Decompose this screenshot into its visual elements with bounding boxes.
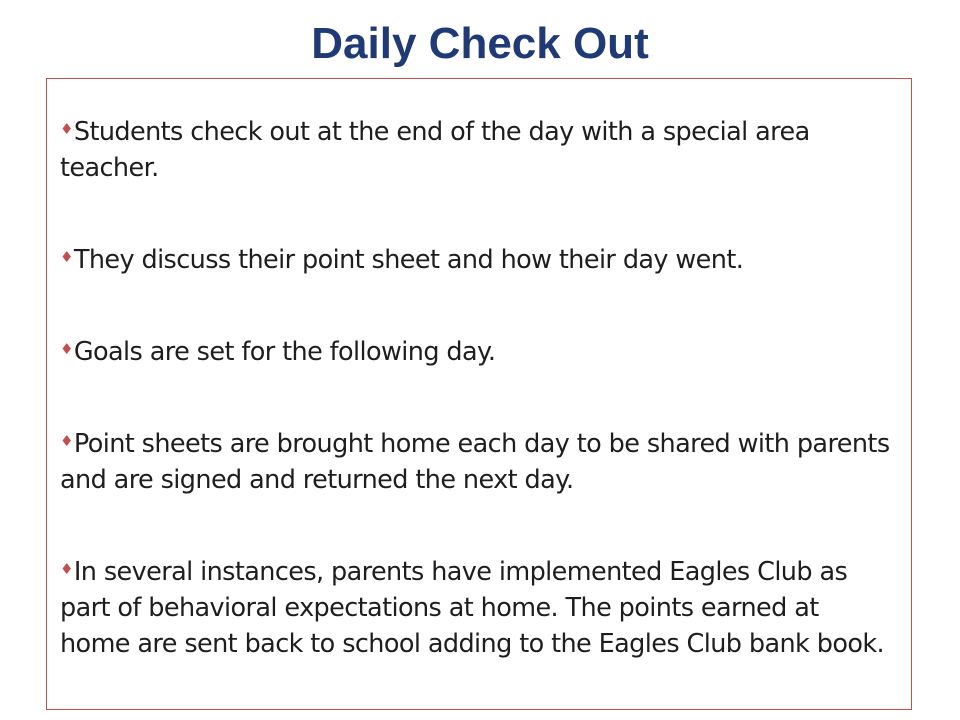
bullet-text: Students check out at the end of the day with a special area teacher. bbox=[60, 117, 810, 183]
diamond-bullet-icon: ♦ bbox=[60, 120, 73, 138]
bullet-item bbox=[60, 239, 896, 278]
bullet-text: In several instances, parents have implemented Eagles Club as part of behavioral expectations at home. The points earned at home are sent back to school adding to the Eagles Club bank book. bbox=[60, 557, 884, 659]
bullet-item bbox=[60, 423, 896, 498]
content-box bbox=[46, 78, 912, 710]
diamond-bullet-icon: ♦ bbox=[60, 248, 73, 266]
bullet-list bbox=[60, 111, 896, 662]
bullet-item bbox=[60, 331, 896, 370]
diamond-bullet-icon: ♦ bbox=[60, 560, 73, 578]
bullet-item bbox=[60, 551, 896, 662]
slide-title: Daily Check Out bbox=[311, 19, 649, 68]
bullet-text: They discuss their point sheet and how their day went. bbox=[73, 245, 744, 275]
bullet-text: Goals are set for the following day. bbox=[73, 337, 496, 367]
diamond-bullet-icon: ♦ bbox=[60, 432, 73, 450]
diamond-bullet-icon: ♦ bbox=[60, 340, 73, 358]
bullet-text: Point sheets are brought home each day to be shared with parents and are signed and returned the next day. bbox=[60, 429, 890, 495]
bullet-item bbox=[60, 111, 896, 186]
